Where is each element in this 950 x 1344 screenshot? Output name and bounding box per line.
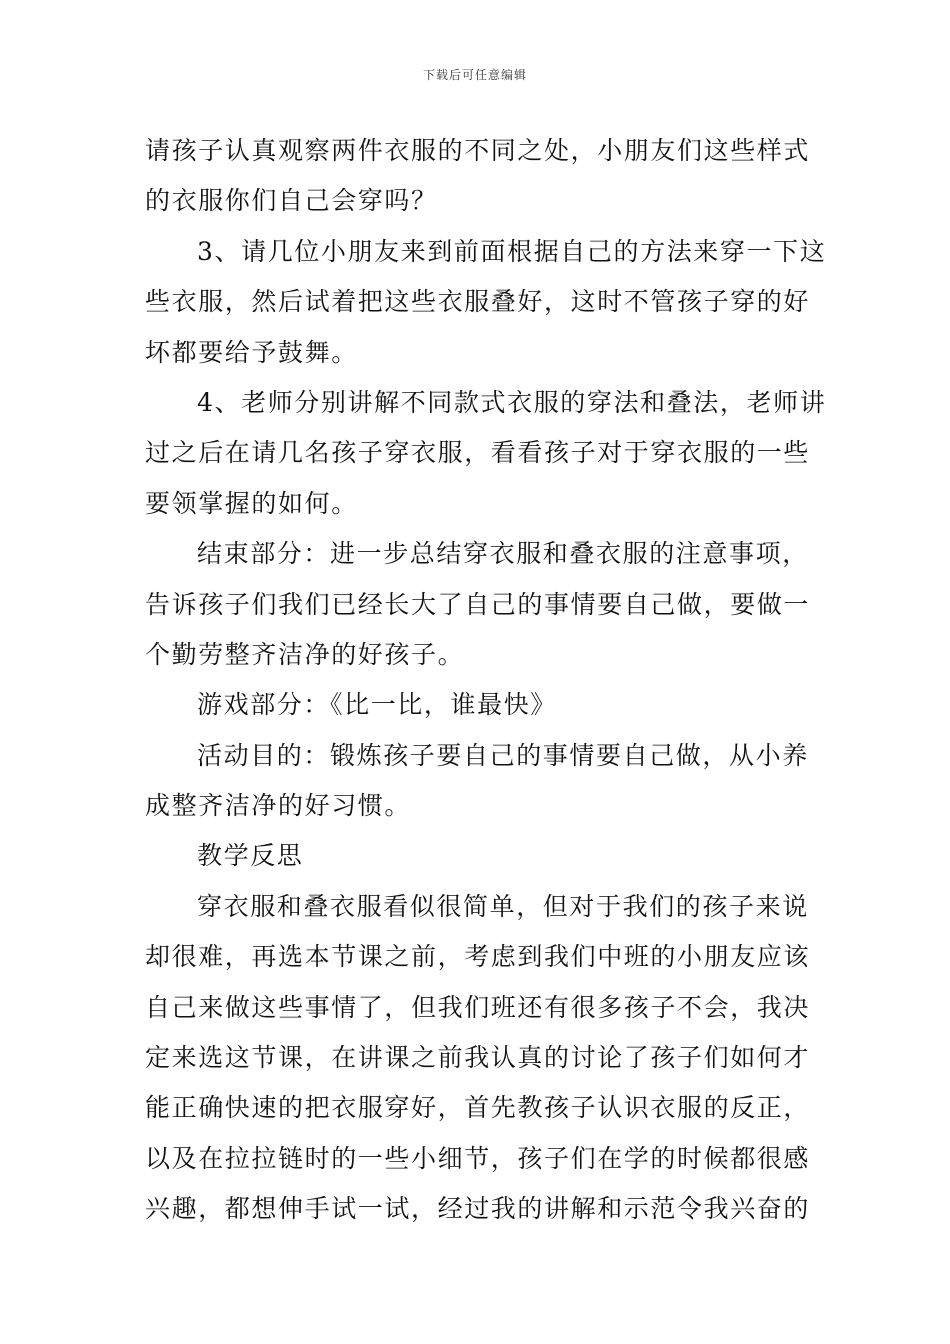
text-line: 成整齐洁净的好习惯。 (145, 791, 412, 821)
text-line: 以及在拉拉链时的一些小细节，孩子们在学的时候都很感 (145, 1143, 811, 1173)
body-text (145, 126, 827, 1235)
text-line: 过之后在请几名孩子穿衣服，看看孩子对于穿衣服的一些 (145, 438, 811, 468)
text-line: 游戏部分：《比一比，谁最快》 (197, 690, 557, 720)
text-line: 个勤劳整齐洁净的好孩子。 (145, 639, 465, 669)
header-note: 下载后可任意编辑 (422, 68, 527, 82)
text-line: 3、请几位小朋友来到前面根据自己的方法来穿一下这 (197, 236, 827, 266)
text-line: 却很难，再选本节课之前，考虑到我们中班的小朋友应该 (145, 942, 811, 972)
text-line: 能正确快速的把衣服穿好，首先教孩子认识衣服的反正， (145, 1093, 811, 1123)
text-line: 定来选这节课，在讲课之前我认真的讨论了孩子们如何才 (145, 1043, 811, 1073)
text-line: 请孩子认真观察两件衣服的不同之处，小朋友们这些样式 (145, 136, 811, 165)
section-heading: 教学反思 (197, 841, 304, 871)
text-line: 些衣服，然后试着把这些衣服叠好，这时不管孩子穿的好 (145, 287, 811, 317)
text-line: 4、老师分别讲解不同款式衣服的穿法和叠法，老师讲 (197, 387, 827, 417)
text-line: 活动目的：锻炼孩子要自己的事情要自己做，从小养 (197, 740, 809, 770)
text-line: 自己来做这些事情了，但我们班还有很多孩子不会，我决 (145, 992, 811, 1022)
text-line: 要领掌握的如何。 (145, 488, 358, 518)
text-line: 告诉孩子们我们已经长大了自己的事情要自己做，要做一 (145, 589, 811, 619)
text-line: 穿衣服和叠衣服看似很简单，但对于我们的孩子来说 (197, 891, 809, 921)
text-line: 坏都要给予鼓舞。 (145, 337, 358, 367)
text-line: 结束部分：进一步总结穿衣服和叠衣服的注意事项， (197, 539, 809, 569)
text-line: 的衣服你们自己会穿吗？ (145, 186, 438, 216)
text-line: 兴趣，都想伸手试一试，经过我的讲解和示范令我兴奋的 (145, 1194, 811, 1224)
